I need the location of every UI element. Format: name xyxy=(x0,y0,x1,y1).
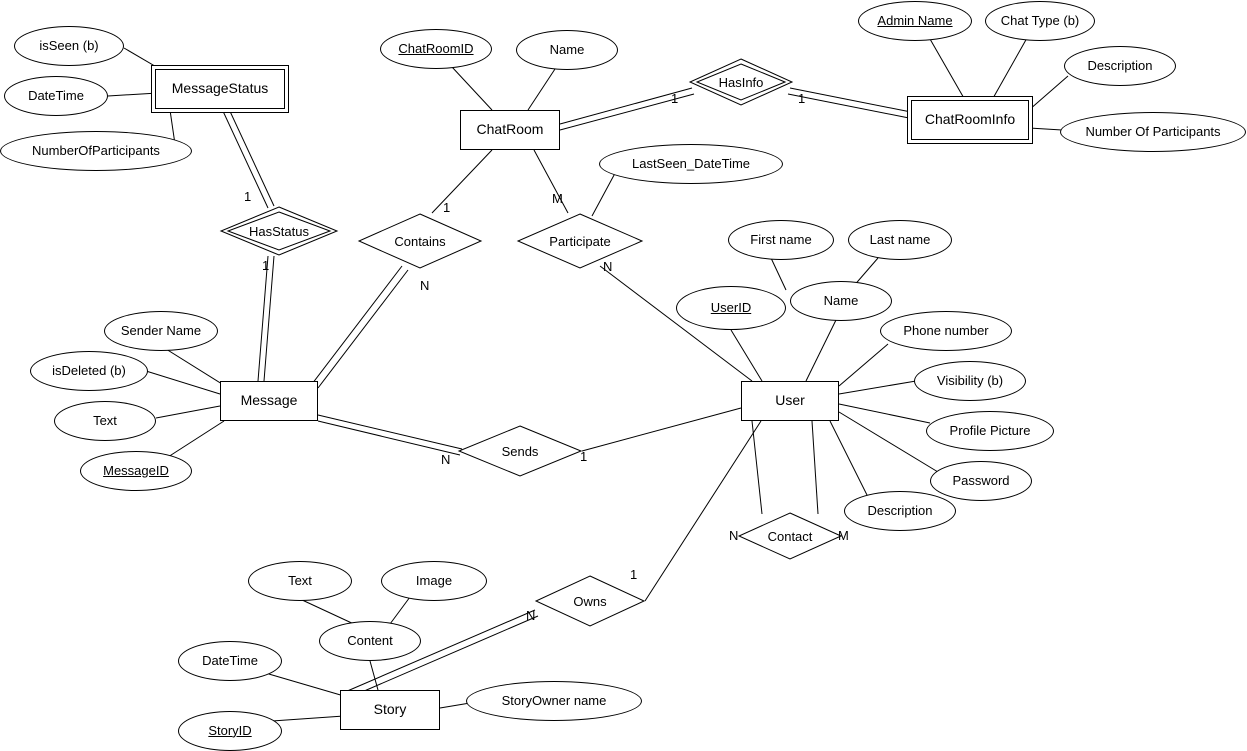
relationship-contains[interactable] xyxy=(358,213,482,269)
attribute-label: Name xyxy=(823,292,859,308)
edge-hasstatus-message-a xyxy=(258,256,268,381)
attribute-name-chatroom[interactable] xyxy=(516,30,618,70)
cardinality-label: 1 xyxy=(671,91,679,106)
edge-hasinfo-chatroominfo-b xyxy=(788,94,909,118)
attribute-first-name[interactable] xyxy=(728,220,834,260)
attribute-storyid[interactable] xyxy=(178,711,282,751)
cardinality-label: M xyxy=(838,528,849,543)
attribute-label: UserID xyxy=(710,299,752,315)
attribute-label: Password xyxy=(952,472,1010,488)
edge-name-cr xyxy=(528,69,555,110)
edge-contains-message-b xyxy=(318,270,408,388)
entity-label: User xyxy=(775,392,805,409)
attribute-label: StoryOwner name xyxy=(501,692,607,708)
edge-message-sends-b xyxy=(318,421,460,455)
relationship-participate[interactable] xyxy=(517,213,643,269)
attribute-label: LastSeen_DateTime xyxy=(631,155,751,171)
attribute-label: Image xyxy=(415,572,453,588)
edge-message-sends-a xyxy=(318,415,462,449)
attribute-text-content[interactable] xyxy=(248,561,352,601)
relationship-sends[interactable] xyxy=(458,425,582,477)
entity-chatroom[interactable] xyxy=(460,110,560,150)
attribute-datetime-story[interactable] xyxy=(178,641,282,681)
cardinality-label: N xyxy=(420,278,430,293)
edge-hasstatus-message-b xyxy=(264,256,274,381)
attribute-label: StoryID xyxy=(208,722,252,738)
entity-messagestatus[interactable] xyxy=(155,69,285,109)
entity-label: ChatRoomInfo xyxy=(924,111,1016,128)
attribute-label: Content xyxy=(347,632,393,648)
attribute-messageid[interactable] xyxy=(80,451,192,491)
attribute-label: Last name xyxy=(869,231,931,247)
attribute-chatroomid[interactable] xyxy=(380,29,492,69)
attribute-label: Name xyxy=(549,41,585,57)
cardinality-label: 1 xyxy=(580,449,588,464)
cardinality-label: 1 xyxy=(630,567,638,582)
cardinality-label: N xyxy=(441,452,451,467)
edge-sends-user xyxy=(582,408,741,451)
relationship-label: HasStatus xyxy=(249,223,309,239)
attribute-label: Sender Name xyxy=(120,322,202,338)
attribute-label: isDeleted (b) xyxy=(52,362,126,378)
relationship-hasstatus[interactable] xyxy=(220,206,338,256)
entity-message[interactable] xyxy=(220,381,318,421)
relationship-label: Owns xyxy=(573,593,607,609)
attribute-label: DateTime xyxy=(202,652,258,668)
edge-chatroom-contains xyxy=(432,150,492,213)
relationship-label: Contact xyxy=(767,528,813,544)
attribute-numberofparticipants-messagestatus[interactable] xyxy=(0,131,192,171)
entity-user[interactable] xyxy=(741,381,839,421)
entity-label: Story xyxy=(373,701,407,718)
attribute-label: Number Of Participants xyxy=(1085,123,1221,139)
attribute-content[interactable] xyxy=(319,621,421,661)
edge-chatroomid xyxy=(452,67,492,110)
cardinality-label: M xyxy=(552,191,563,206)
edge-chattype xyxy=(992,38,1027,100)
attribute-label: Visibility (b) xyxy=(936,372,1004,388)
attribute-image-content[interactable] xyxy=(381,561,487,601)
edge-contains-message-a xyxy=(312,266,402,384)
attribute-password[interactable] xyxy=(930,461,1032,501)
attribute-label: First name xyxy=(750,231,812,247)
relationship-contact[interactable] xyxy=(738,512,842,560)
attribute-text-message[interactable] xyxy=(54,401,156,441)
attribute-number-of-participants-chatroominfo[interactable] xyxy=(1060,112,1246,152)
attribute-chat-type[interactable] xyxy=(985,1,1095,41)
cardinality-label: 1 xyxy=(443,200,451,215)
edge-user-contact-left xyxy=(752,421,762,514)
edge-hasinfo-chatroominfo-a xyxy=(790,88,911,112)
edge-isdeleted-message xyxy=(146,371,220,394)
attribute-label: Text xyxy=(93,412,117,428)
attribute-lastseen-datetime[interactable] xyxy=(599,144,783,184)
attribute-label: Phone number xyxy=(903,322,989,338)
edge-description-user xyxy=(830,421,868,497)
relationship-label: Sends xyxy=(501,443,539,459)
entity-label: ChatRoom xyxy=(476,121,544,138)
edge-text-message xyxy=(156,406,220,418)
cardinality-label: N xyxy=(729,528,739,543)
relationship-label: Contains xyxy=(394,233,446,249)
attribute-label: Description xyxy=(1087,57,1153,73)
cardinality-label: 1 xyxy=(244,189,252,204)
edge-numberofparticipants-cri xyxy=(1029,128,1062,130)
attribute-visibility[interactable] xyxy=(914,361,1026,401)
attribute-datetime-messagestatus[interactable] xyxy=(4,76,108,116)
attribute-admin-name[interactable] xyxy=(858,1,972,41)
attribute-description-chatroominfo[interactable] xyxy=(1064,46,1176,86)
attribute-profile-picture[interactable] xyxy=(926,411,1054,451)
attribute-description-user[interactable] xyxy=(844,491,956,531)
cardinality-label: 1 xyxy=(798,91,806,106)
relationship-owns[interactable] xyxy=(535,575,645,627)
edge-user-owns xyxy=(645,421,761,601)
edge-text-content xyxy=(300,599,356,625)
attribute-isseen[interactable] xyxy=(14,26,124,66)
edge-content-story xyxy=(370,661,378,690)
edge-image-content xyxy=(390,597,410,624)
attribute-label: MessageID xyxy=(103,462,169,478)
cardinality-label: N xyxy=(603,259,613,274)
relationship-label: HasInfo xyxy=(718,74,764,90)
edge-name-user xyxy=(806,320,836,381)
attribute-label: ChatRoomID xyxy=(398,40,474,56)
attribute-last-name[interactable] xyxy=(848,220,952,260)
attribute-isdeleted[interactable] xyxy=(30,351,148,391)
attribute-label: Admin Name xyxy=(877,12,953,28)
edge-userid-user xyxy=(731,330,762,381)
attribute-sender-name[interactable] xyxy=(104,311,218,351)
edge-password-user xyxy=(839,412,938,472)
edge-visibility-user xyxy=(839,381,916,394)
edge-messageid-message xyxy=(168,421,224,457)
attribute-name-user[interactable] xyxy=(790,281,892,321)
relationship-hasinfo[interactable] xyxy=(689,58,793,106)
edge-description-cri xyxy=(1029,76,1068,110)
attribute-label: Text xyxy=(288,572,312,588)
entity-label: Message xyxy=(240,392,298,409)
cardinality-label: N xyxy=(526,608,536,623)
edge-storyid-story xyxy=(272,716,344,721)
edge-adminname xyxy=(930,39,965,100)
attribute-label: Description xyxy=(867,502,933,518)
edge-phonenumber-user xyxy=(839,344,888,386)
edge-firstname-name xyxy=(771,258,786,290)
attribute-label: Chat Type (b) xyxy=(1000,12,1080,28)
entity-label: MessageStatus xyxy=(171,80,269,97)
attribute-label: DateTime xyxy=(28,87,84,103)
relationship-label: Participate xyxy=(549,233,611,249)
edge-datetime-ms xyxy=(108,93,158,96)
entity-story[interactable] xyxy=(340,690,440,730)
attribute-storyowner-name[interactable] xyxy=(466,681,642,721)
attribute-label: Profile Picture xyxy=(949,422,1031,438)
attribute-label: isSeen (b) xyxy=(39,37,99,53)
attribute-userid[interactable] xyxy=(676,286,786,330)
edge-datetime-story xyxy=(262,672,344,696)
entity-chatroominfo[interactable] xyxy=(911,100,1029,140)
edge-chatroom-participate xyxy=(534,150,568,213)
attribute-label: NumberOfParticipants xyxy=(32,142,160,158)
edge-contact-user-right xyxy=(812,421,818,514)
attribute-phone-number[interactable] xyxy=(880,311,1012,351)
cardinality-label: 1 xyxy=(262,258,270,273)
